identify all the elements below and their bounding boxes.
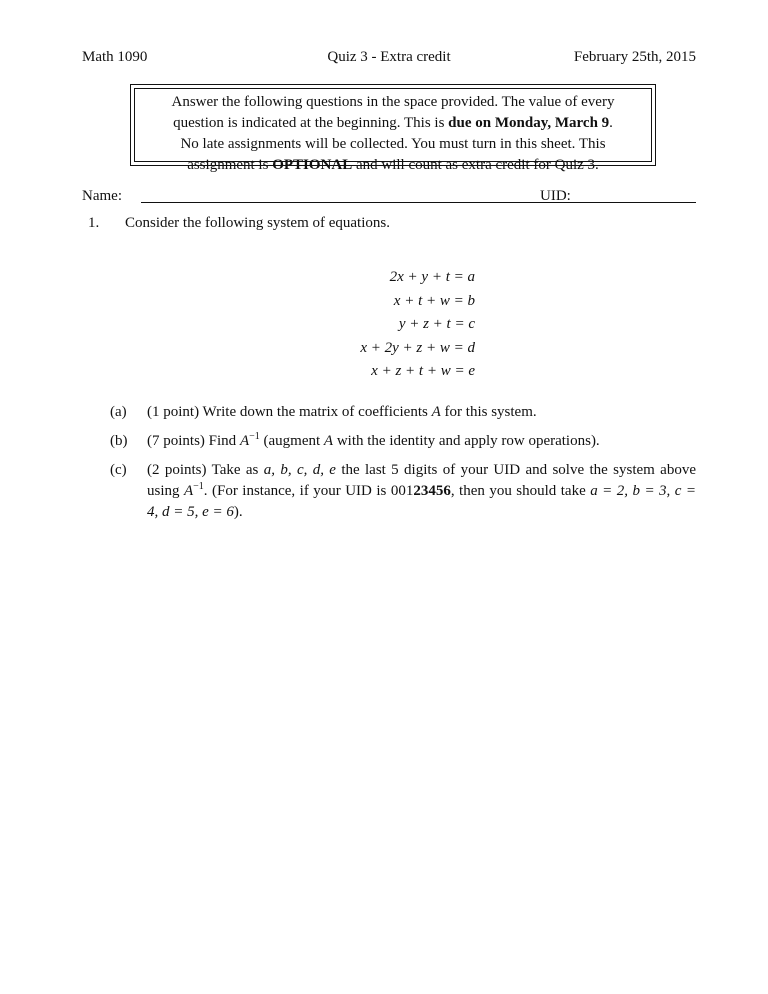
part-a-label: (a): [110, 404, 127, 420]
name-field-line[interactable]: [141, 202, 604, 203]
equation-2: x + t + w = b: [393, 292, 475, 309]
instructions-line-1: Answer the following questions in the space provided. The value of every: [171, 94, 615, 110]
page-header: [82, 49, 696, 71]
equation-3: y + z + t = c: [398, 316, 475, 332]
part-a: (a) (1 point) Write down the matrix of coefficients A for this system.: [110, 402, 696, 423]
uid-label: UID:: [540, 188, 571, 204]
student-info-row: [82, 188, 696, 208]
uid-field-line[interactable]: [580, 202, 696, 203]
part-c: (c) (2 points) Take as a, b, c, d, e the last 5 digits of your UID and solve the system above using $A^{-1}$. (For instance, if your UID is 00123456, then you should take a = 2, b = 3, c = 4, d = 5, e = 6).: [110, 462, 696, 520]
instructions-line-4: assignment is OPTIONAL and will count as extra credit for Quiz 3.: [187, 157, 599, 173]
name-label: Name:: [82, 188, 122, 204]
optional-label: OPTIONAL: [272, 157, 353, 173]
question-text: Consider the following system of equations.: [125, 215, 390, 231]
equation-1: 2x + y + t = a: [389, 269, 475, 285]
equation-4: x + 2y + z + w = d: [360, 339, 475, 356]
due-date: due on Monday, March 9: [448, 115, 610, 131]
question-1: [82, 215, 390, 232]
equation-5: x + z + t + w = e: [371, 363, 475, 379]
instructions-text: [134, 88, 652, 173]
instructions-line-2: question is indicated at the beginning. This is due on Monday, March 9.: [173, 115, 613, 131]
course-name: Math 1090: [82, 49, 148, 65]
equation-system: [300, 266, 475, 384]
instructions-box: [130, 84, 656, 173]
question-parts: [110, 402, 696, 531]
quiz-title: Quiz 3 - Extra credit: [327, 49, 451, 65]
question-number: 1.: [88, 215, 100, 231]
part-c-label: (c): [110, 462, 127, 478]
quiz-date: February 25th, 2015: [573, 49, 696, 65]
instructions-line-3: No late assignments will be collected. You must turn in this sheet. This: [180, 136, 606, 152]
part-b: (b) (7 points) Find $A^{-1}$ (augment A with the identity and apply row operations).: [110, 431, 696, 452]
part-b-label: (b): [110, 433, 128, 449]
